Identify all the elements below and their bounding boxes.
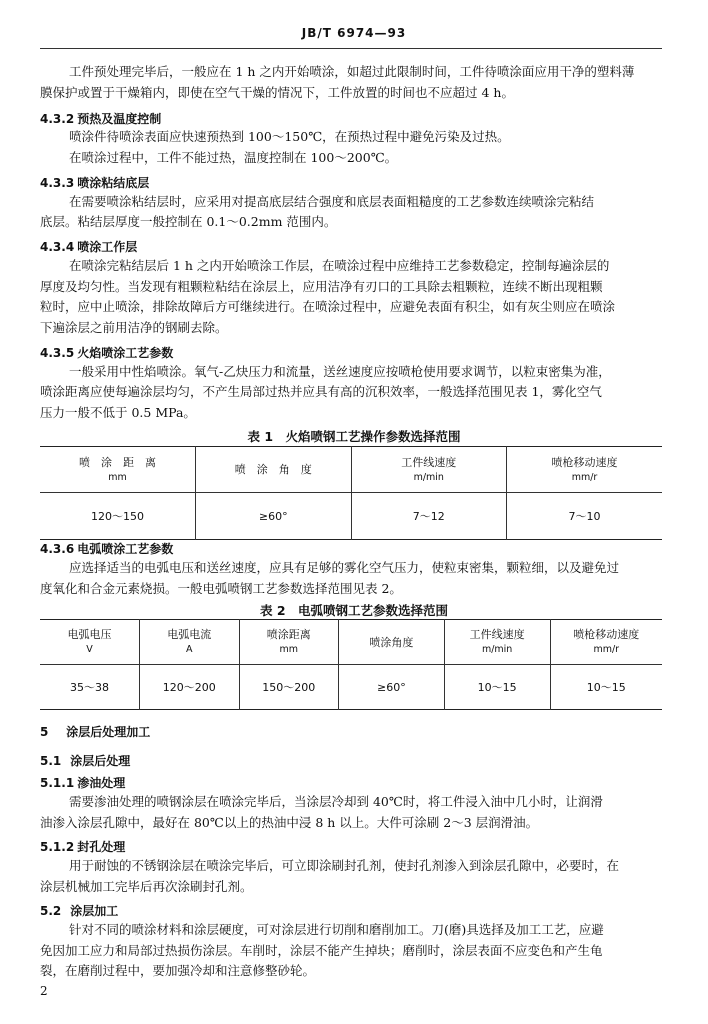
paragraph-line: 一般采用中性焰喷涂。氧气-乙炔压力和流量，送丝速度应按喷枪使用要求调节，以粒束密集为准， [69, 364, 611, 379]
table-header-cell [239, 620, 339, 665]
paragraph-line: 喷涂件待喷涂表面应快速预热到 100～150℃，在预热过程中避免污染及过热。 [69, 129, 510, 144]
paragraph-line: 裂，在磨削过程中，要加强冷却和注意修整砂轮。 [40, 963, 316, 978]
section-number: 5.1.1 [40, 776, 75, 790]
paragraph-line: 在喷涂完粘结层后 1 h 之内开始喷涂工作层，在喷涂过程中应维持工艺参数稳定，控制每遍涂层的 [69, 258, 610, 273]
paragraph-line: 针对不同的喷涂材料和涂层硬度，可对涂层进行切削和磨削加工。刀(磨)具选择及加工工艺，应避 [69, 922, 604, 937]
section-title: 渗油处理 [77, 776, 126, 790]
header-label: 电弧电流 [167, 628, 212, 641]
paragraph-line: 喷涂距离应使每遍涂层均匀，不产生局部过热并应具有高的沉积效率，一般选择范围见表 1，雾化空气 [40, 384, 602, 399]
header-label: 喷枪移动速度 [551, 455, 618, 469]
table-header-cell [196, 447, 352, 493]
header-unit: A [186, 644, 193, 655]
section-title: 喷涂粘结底层 [77, 176, 150, 190]
section-title: 涂层加工 [70, 904, 119, 918]
header-label: 喷枪移动速度 [573, 628, 640, 641]
header-label: 电弧电压 [67, 628, 112, 641]
section-title: 电弧喷涂工艺参数 [77, 542, 174, 556]
paragraph-line: 度氧化和合金元素烧损。一般电弧喷钢工艺参数选择范围见表 2。 [40, 581, 402, 596]
section-title: 火焰喷涂工艺参数 [77, 346, 174, 360]
table-caption: 表 2 电弧喷钢工艺参数选择范围 [259, 603, 449, 618]
header-rule [40, 48, 662, 49]
paragraph-line: 厚度及均匀性。当发现有粗颗粒粘结在涂层上，应用洁净有刃口的工具除去粗颗粒，连续不断出现粗颗 [40, 279, 603, 294]
paragraph-line: 在喷涂过程中，工件不能过热，温度控制在 100～200℃。 [69, 150, 398, 165]
section-number: 5.1 [40, 754, 62, 768]
table-cell: ≥60° [196, 493, 352, 540]
table-header-cell [444, 620, 550, 665]
table-cell: 35～38 [70, 681, 109, 694]
paragraph-line: 工件预处理完毕后，一般应在 1 h 之内开始喷涂，如超过此限制时间，工件待喷涂面应用干净的塑料薄 [69, 64, 635, 79]
table-row [40, 493, 662, 540]
paragraph-line: 压力一般不低于 0.5 MPa。 [40, 405, 196, 420]
paragraph-line: 需要渗油处理的喷钢涂层在喷涂完毕后，当涂层冷却到 40℃时，将工件浸入油中几小时，让润滑 [69, 794, 603, 809]
paragraph-line: 粒时，应中止喷涂，排除故障后方可继续进行。在喷涂过程中，应避免表面有积尘，如有灰尘则应在喷涂 [40, 299, 616, 314]
table-header-cell [140, 620, 240, 665]
paragraph-line: 涂层机械加工完毕后再次涂刷封孔剂。 [40, 879, 253, 894]
table-cell: 10～15 [550, 665, 662, 710]
section-number: 4.3.2 [40, 112, 75, 126]
paragraph-line: 油渗入涂层孔隙中，最好在 80℃以上的热油中浸 8 h 以上。大件可涂刷 2～3 层润滑油。 [40, 815, 539, 830]
paragraph-line: 底层。粘结层厚度一般控制在 0.1～0.2mm 范围内。 [40, 214, 337, 229]
table-cell: ≥60° [339, 665, 445, 710]
section-title: 涂层后处理加工 [66, 725, 151, 739]
section-title: 封孔处理 [77, 840, 126, 854]
section-heading [40, 110, 161, 127]
section-number: 4.3.4 [40, 240, 75, 254]
header-unit: mm/r [593, 644, 620, 655]
section-heading [40, 752, 130, 769]
section-number: 4.3.5 [40, 346, 75, 360]
table-header-cell [351, 447, 507, 493]
table-header-cell [507, 447, 663, 493]
header-unit: mm [279, 644, 299, 655]
header-unit: m/min [481, 644, 513, 655]
header-label: 喷 涂 距 离 [79, 455, 156, 469]
header-unit: mm/r [571, 471, 598, 483]
paragraph-line: 免因加工应力和局部过热损伤涂层。车削时，涂层不能产生掉块；磨削时，涂层表面不应变色和产生龟 [40, 943, 603, 958]
section-number: 5 [40, 725, 49, 739]
table-header-cell [40, 447, 196, 493]
section-heading [40, 838, 125, 855]
table-row [40, 665, 662, 710]
header-unit: m/min [413, 471, 444, 483]
table-header-cell [339, 620, 445, 665]
table-header-cell [550, 620, 662, 665]
paragraph-line: 应选择适当的电弧电压和送丝速度，应具有足够的雾化空气压力，使粒束密集，颗粒细，以及避免过 [69, 560, 620, 575]
section-number: 5.1.2 [40, 840, 75, 854]
header-label: 工件线速度 [401, 455, 457, 469]
paragraph-line: 膜保护或置于干燥箱内，即使在空气干燥的情况下，工件放置的时间也不应超过 4 h。 [40, 85, 514, 100]
table-cell: 10～15 [444, 665, 550, 710]
table-arc-spray-params [40, 619, 662, 710]
table-cell: 7～12 [351, 493, 507, 540]
table-header-cell [40, 620, 140, 665]
header-label: 喷涂距离 [266, 628, 311, 641]
section-number: 5.2 [40, 904, 62, 918]
document-header: JB/T 6974—93 [301, 26, 407, 40]
section-heading [40, 723, 150, 740]
table-caption: 表 1 火焰喷钢工艺操作参数选择范围 [247, 429, 461, 444]
section-title: 预热及温度控制 [77, 112, 162, 126]
header-unit: mm [108, 471, 127, 483]
section-heading [40, 174, 149, 191]
header-unit: V [86, 644, 93, 655]
section-title: 喷涂工作层 [77, 240, 138, 254]
table-flame-spray-params [40, 446, 662, 540]
section-heading [40, 774, 125, 791]
section-heading [40, 902, 118, 919]
section-number: 4.3.3 [40, 176, 75, 190]
table-cell: 120～150 [91, 510, 144, 523]
table-cell: 120～200 [140, 665, 240, 710]
section-heading [40, 238, 137, 255]
table-header-row [40, 620, 662, 665]
section-heading [40, 344, 173, 361]
header-label: 喷涂角度 [369, 635, 414, 649]
section-heading [40, 540, 173, 557]
paragraph-line: 下遍涂层之前用洁净的钢刷去除。 [40, 320, 228, 335]
table-cell: 150～200 [239, 665, 339, 710]
section-title: 涂层后处理 [70, 754, 131, 768]
paragraph-line: 在需要喷涂粘结层时，应采用对提高底层结合强度和底层表面粗糙度的工艺参数连续喷涂完粘结 [69, 194, 595, 209]
page-number: 2 [40, 984, 48, 998]
header-label: 工件线速度 [469, 628, 525, 641]
table-header-row [40, 447, 662, 493]
paragraph-line: 用于耐蚀的不锈钢涂层在喷涂完毕后，可立即涂刷封孔剂，使封孔剂渗入到涂层孔隙中，必要时，在 [69, 858, 620, 873]
header-label: 喷 涂 角 度 [234, 463, 312, 476]
section-number: 4.3.6 [40, 542, 75, 556]
table-cell: 7～10 [507, 493, 663, 540]
